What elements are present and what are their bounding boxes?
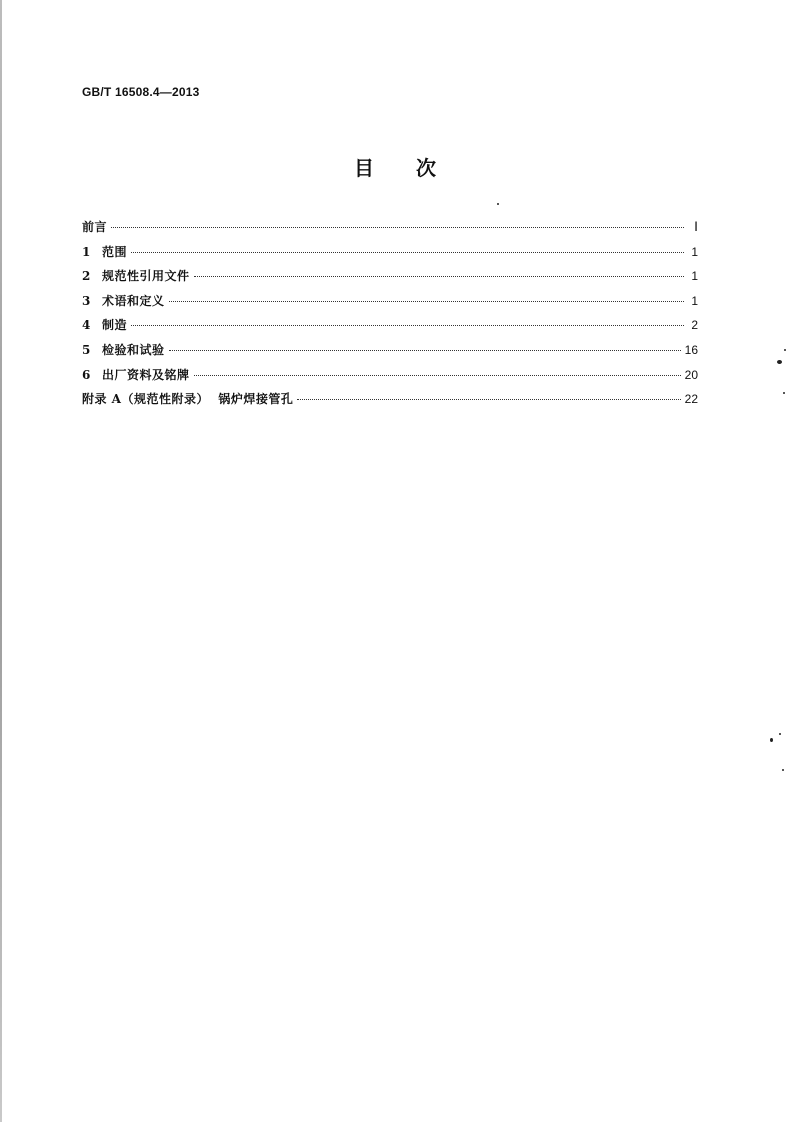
title-char-2: 次 [416, 156, 436, 180]
standard-code: GB/T 16508.4—2013 [82, 85, 200, 99]
toc-entry-title: 范围 [102, 244, 128, 259]
toc-entry-documentation-nameplate[interactable] [82, 366, 698, 391]
dot-leader [131, 325, 684, 326]
toc-entry-appendix-a[interactable] [82, 390, 698, 415]
toc-entry-page: Ⅰ [694, 219, 698, 234]
scan-speck [783, 392, 785, 394]
toc-entry-page: 2 [691, 318, 698, 333]
dot-leader [297, 399, 680, 400]
page-title [0, 152, 790, 181]
scan-speck [784, 349, 786, 351]
table-of-contents [82, 218, 698, 415]
toc-entry-inspection-testing[interactable] [82, 341, 698, 366]
toc-entry-page: 16 [684, 342, 698, 357]
toc-entry-number: 2 [82, 269, 91, 284]
dot-leader [111, 227, 684, 228]
toc-entry-number: 4 [82, 318, 91, 333]
toc-entry-normative-references[interactable] [82, 267, 698, 292]
scan-speck [777, 360, 782, 364]
dot-leader [194, 375, 681, 376]
toc-entry-page: 1 [691, 244, 698, 259]
title-char-1: 目 [354, 156, 374, 180]
toc-entry-title: 检验和试验 [102, 342, 165, 357]
dot-leader [131, 252, 684, 253]
toc-entry-title: 出厂资料及铭牌 [102, 367, 190, 382]
toc-entry-title: 规范性引用文件 [102, 269, 190, 284]
toc-entry-page: 22 [684, 392, 698, 407]
toc-entry-title: 制造 [102, 318, 128, 333]
scan-speck [497, 203, 499, 205]
toc-entry-page: 1 [691, 293, 698, 308]
toc-entry-number: 6 [82, 367, 91, 382]
toc-entry-terms-definitions[interactable] [82, 292, 698, 317]
toc-entry-foreword[interactable] [82, 218, 698, 243]
dot-leader [194, 276, 684, 277]
toc-entry-manufacture[interactable] [82, 316, 698, 341]
dot-leader [169, 301, 684, 302]
toc-entry-number: 3 [82, 293, 91, 308]
toc-entry-page: 20 [684, 367, 698, 382]
scan-speck [770, 738, 773, 742]
toc-entry-title: 前言 [82, 220, 108, 234]
scan-speck [779, 733, 781, 735]
dot-leader [169, 350, 681, 351]
toc-entry-scope[interactable] [82, 243, 698, 268]
toc-entry-title: 附录 A（规范性附录） 锅炉焊接管孔 [82, 392, 294, 407]
toc-entry-page: 1 [691, 269, 698, 284]
toc-entry-title: 术语和定义 [102, 293, 165, 308]
toc-entry-number: 5 [82, 342, 91, 357]
scan-speck [782, 769, 784, 771]
toc-entry-number: 1 [82, 244, 91, 259]
